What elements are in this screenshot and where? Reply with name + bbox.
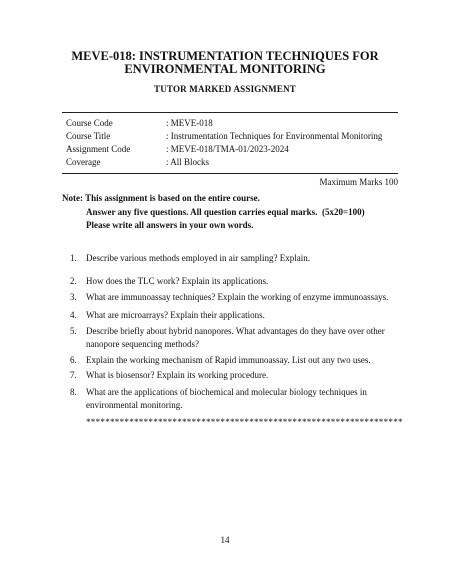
marks-formula: (5x20=100) (322, 207, 365, 217)
bottom-rule (62, 173, 398, 174)
info-row-course-code (66, 117, 396, 129)
question-text: Explain the working mechanism of Rapid immunoassay. List out any two uses. (86, 355, 371, 365)
info-label: Course Code (66, 118, 113, 128)
title-line-2: ENVIRONMENTAL MONITORING (124, 62, 326, 76)
question-text: What are immunoassay techniques? Explain the working of enzyme immunoassays. (86, 292, 389, 302)
instruction-line-1: Answer any five questions. All question carries equal marks. (86, 207, 318, 217)
info-value: : MEVE-018 (166, 118, 213, 128)
info-row-course-title (66, 130, 396, 142)
separator-stars: ****************************************************************** (86, 417, 403, 427)
question-number: 5. (70, 326, 77, 336)
info-row-assignment-code (66, 143, 396, 155)
note: Note: This assignment is based on the entire course. (62, 193, 260, 203)
subtitle: TUTOR MARKED ASSIGNMENT (154, 84, 296, 94)
page-number: 14 (220, 535, 230, 545)
question-text: What are microarrays? Explain their applications. (86, 310, 265, 320)
info-value: : Instrumentation Techniques for Environmental Monitoring (166, 131, 383, 141)
question-number: 4. (70, 310, 77, 320)
question-number: 6. (70, 355, 77, 365)
info-label: Assignment Code (66, 144, 131, 154)
info-label: Coverage (66, 157, 101, 167)
instruction-line-2: Please write all answers in your own words. (86, 220, 254, 230)
question-number: 3. (70, 292, 77, 302)
question-text: Describe various methods employed in air sampling? Explain. (86, 253, 310, 263)
question-text: Describe briefly about hybrid nanopores. What advantages do they have over other nanopore sequencing methods? (86, 326, 385, 349)
maximum-marks: Maximum Marks 100 (319, 177, 398, 187)
question-number: 2. (70, 276, 77, 286)
info-label: Course Title (66, 131, 111, 141)
question-number: 7. (70, 370, 77, 380)
question-text: What are the applications of biochemical and molecular biology techniques in environmental monitoring. (86, 387, 367, 410)
question-text: How does the TLC work? Explain its applications. (86, 276, 269, 286)
question-number: 8. (70, 387, 77, 397)
top-rule (62, 112, 398, 113)
info-value: : MEVE-018/TMA-01/2023-2024 (166, 144, 289, 154)
info-value: : All Blocks (166, 157, 210, 167)
title-line-1: MEVE-018: INSTRUMENTATION TECHNIQUES FOR (71, 49, 379, 63)
question-number: 1. (70, 253, 77, 263)
question-text: What is biosensor? Explain its working procedure. (86, 370, 269, 380)
info-row-coverage (66, 156, 396, 168)
